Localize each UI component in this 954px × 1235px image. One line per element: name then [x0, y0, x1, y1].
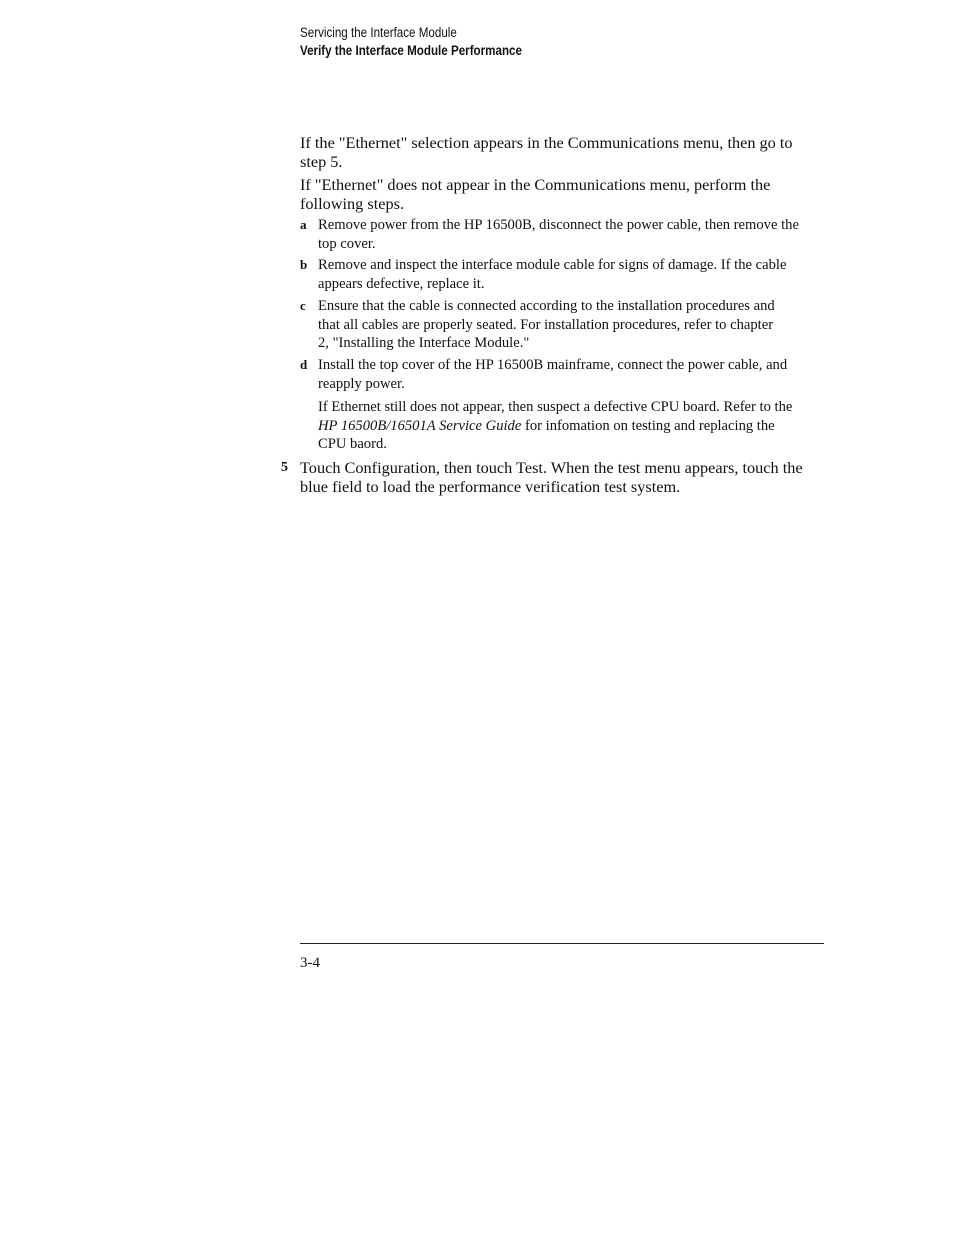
sub-step-text: Ensure that the cable is connected according to the installation procedures and that all cables are properly seated. For installation procedures, refer to chapter 2, "Installing the Interface Module." — [318, 298, 775, 351]
sub-step-marker: d — [300, 357, 308, 372]
sub-step-text: Remove and inspect the interface module cable for signs of damage. If the cable appears defective, replace it. — [318, 257, 787, 292]
paragraph-ethernet-present: If the "Ethernet" selection appears in the Communications menu, then go to step 5. — [300, 133, 793, 171]
cpu-board-note — [318, 398, 793, 454]
step-number: 5 — [281, 460, 288, 475]
footer-rule — [300, 943, 824, 944]
sub-step-text: Remove power from the HP 16500B, disconnect the power cable, then remove the top cover. — [318, 217, 799, 252]
chapter-title: Servicing the Interface Module — [300, 25, 457, 40]
note-text-after: for infomation on testing and replacing the CPU baord. — [318, 417, 775, 452]
sub-step-marker: a — [300, 217, 307, 232]
service-guide-title: HP 16500B/16501A Service Guide — [318, 417, 522, 434]
page-number: 3-4 — [300, 955, 320, 971]
sub-step-text: Install the top cover of the HP 16500B mainframe, connect the power cable, and reapply power. — [318, 357, 788, 392]
note-text-before: If Ethernet still does not appear, then suspect a defective CPU board. Refer to the — [318, 399, 793, 415]
section-title: Verify the Interface Module Performance — [300, 43, 522, 58]
sub-step-marker: b — [300, 257, 308, 272]
step-text: Touch Configuration, then touch Test. When the test menu appears, touch the blue field to load the performance verification test system. — [300, 458, 803, 496]
sub-step-marker: c — [300, 298, 306, 313]
running-head — [300, 24, 522, 60]
paragraph-ethernet-absent: If "Ethernet" does not appear in the Communications menu, perform the following steps. — [300, 175, 771, 213]
